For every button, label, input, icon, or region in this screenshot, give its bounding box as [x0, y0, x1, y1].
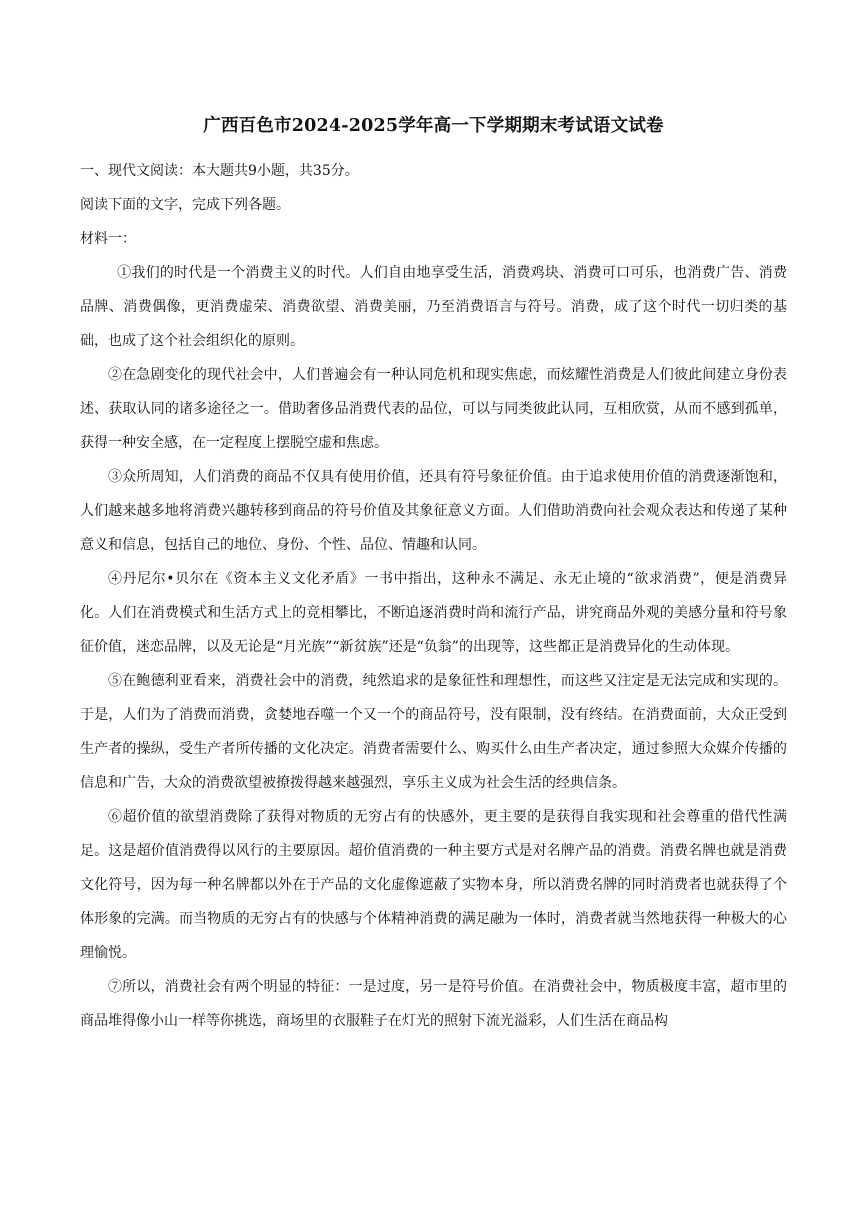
paragraph-4: ④丹尼尔•贝尔在《资本主义文化矛盾》一书中指出，这种永不满足、永无止境的“欲求消费”，便是消费异化。人们在消费模式和生活方式上的竞相攀比，不断追逐消费时尚和流行产品，讲究商品外观的美感分量和符号象征价值，迷恋品牌，以及无论是“月光族”“新贫族”还是“负翁”的出现等，这些都正是消费异化的生动体现。 — [80, 571, 787, 655]
paragraph-2: ②在急剧变化的现代社会中，人们普遍会有一种认同危机和现实焦虑，而炫耀性消费是人们彼此间建立身份表述、获取认同的诸多途径之一。借助奢侈品消费代表的品位，可以与同类彼此认同，互相欣赏，从而不感到孤单，获得一种安全感，在一定程度上摆脱空虚和焦虑。 — [80, 367, 787, 451]
paragraph-6: ⑥超价值的欲望消费除了获得对物质的无穷占有的快感外，更主要的是获得自我实现和社会尊重的借代性满足。这是超价值消费得以风行的主要原因。超价值消费的一种主要方式是对名牌产品的消费。消费名牌也就是消费文化符号，因为每一种名牌都以外在于产品的文化虚像遮蔽了实物本身，所以消费名牌的同时消费者也就获得了个体形象的完满。而当物质的无穷占有的快感与个体精神消费的满足融为一体时，消费者就当然地获得一种极大的心理愉悦。 — [80, 809, 787, 961]
section-heading: 一、现代文阅读：本大题共9小题，共35分。 — [80, 163, 359, 179]
exam-title: 广西百色市2024-2025学年高一下学期期末考试语文试卷 — [203, 116, 664, 136]
paragraph-3: ③众所周知，人们消费的商品不仅具有使用价值，还具有符号象征价值。由于追求使用价值的消费逐渐饱和，人们越来越多地将消费兴趣转移到商品的符号价值及其象征意义方面。人们借助消费向社会观众表达和传递了某种意义和信息，包括自己的地位、身份、个性、品位、情趣和认同。 — [80, 469, 787, 553]
material-label: 材料一： — [80, 231, 136, 247]
paragraph-7: ⑦所以，消费社会有两个明显的特征：一是过度，另一是符号价值。在消费社会中，物质极度丰富，超市里的商品堆得像小山一样等你挑选，商场里的衣服鞋子在灯光的照射下流光溢彩，人们生活在商品构 — [80, 979, 787, 1029]
reading-instruction: 阅读下面的文字，完成下列各题。 — [80, 197, 290, 213]
paragraph-1: ①我们的时代是一个消费主义的时代。人们自由地享受生活，消费鸡块、消费可口可乐，也消费广告、消费品牌、消费偶像，更消费虚荣、消费欲望、消费美丽，乃至消费语言与符号。消费，成了这个时代一切归类的基础，也成了这个社会组织化的原则。 — [80, 265, 787, 349]
paragraph-5: ⑤在鲍德利亚看来，消费社会中的消费，纯然追求的是象征性和理想性，而这些又注定是无法完成和实现的。于是，人们为了消费而消费，贪婪地吞噬一个又一个的商品符号，没有限制，没有终结。在消费面前，大众正受到生产者的操纵，受生产者所传播的文化决定。消费者需要什么、购买什么由生产者决定，通过参照大众媒介传播的信息和广告，大众的消费欲望被撩拨得越来越强烈，享乐主义成为社会生活的经典信条。 — [80, 673, 787, 791]
